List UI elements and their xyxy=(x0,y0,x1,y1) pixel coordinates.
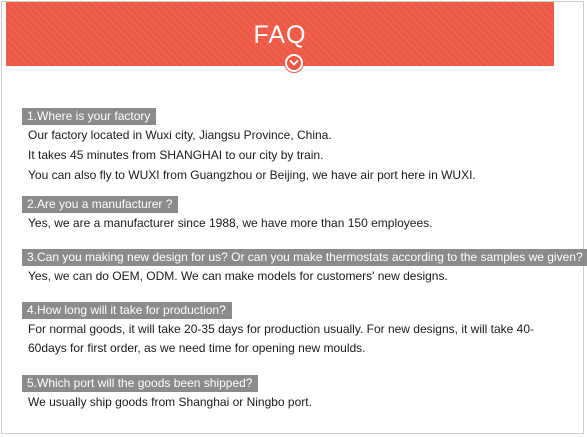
faq-question: 1.Where is your factory xyxy=(22,108,156,125)
page-title: FAQ xyxy=(253,21,307,49)
faq-question: 3.Can you making new design for us? Or can you make thermostats according to the samples we given? xyxy=(22,249,587,266)
faq-answer-line: We usually ship goods from Shanghai or Ningbo port. xyxy=(28,395,312,409)
faq-question: 4.How long will it take for production? xyxy=(22,302,232,319)
faq-item-new-design xyxy=(22,248,587,286)
faq-question: 2.Are you a manufacturer ? xyxy=(22,196,178,213)
faq-item-factory xyxy=(22,107,476,185)
faq-item-shipping-port xyxy=(22,374,312,412)
faq-banner xyxy=(6,2,554,66)
faq-item-manufacturer xyxy=(22,195,432,233)
faq-item-production-time xyxy=(22,301,558,358)
faq-answer-line: You can also fly to WUXI from Guangzhou or Beijing, we have air port here in WUXI. xyxy=(28,168,476,182)
chevron-down-icon xyxy=(285,54,303,72)
faq-answer-line: Yes, we can do OEM, ODM. We can make models for customers' new designs. xyxy=(28,269,448,283)
faq-answer-line: Yes, we are a manufacturer since 1988, we have more than 150 employees. xyxy=(28,216,433,230)
faq-question: 5.Which port will the goods been shipped? xyxy=(22,375,258,392)
faq-answer-line: It takes 45 minutes from SHANGHAI to our city by train. xyxy=(28,148,324,162)
faq-answer-line: Our factory located in Wuxi city, Jiangsu Province, China. xyxy=(28,128,332,142)
faq-answer-line: For normal goods, it will take 20-35 days for production usually. For new designs, it will take 40-60days for first order, as we need time for opening new moulds. xyxy=(28,322,535,355)
